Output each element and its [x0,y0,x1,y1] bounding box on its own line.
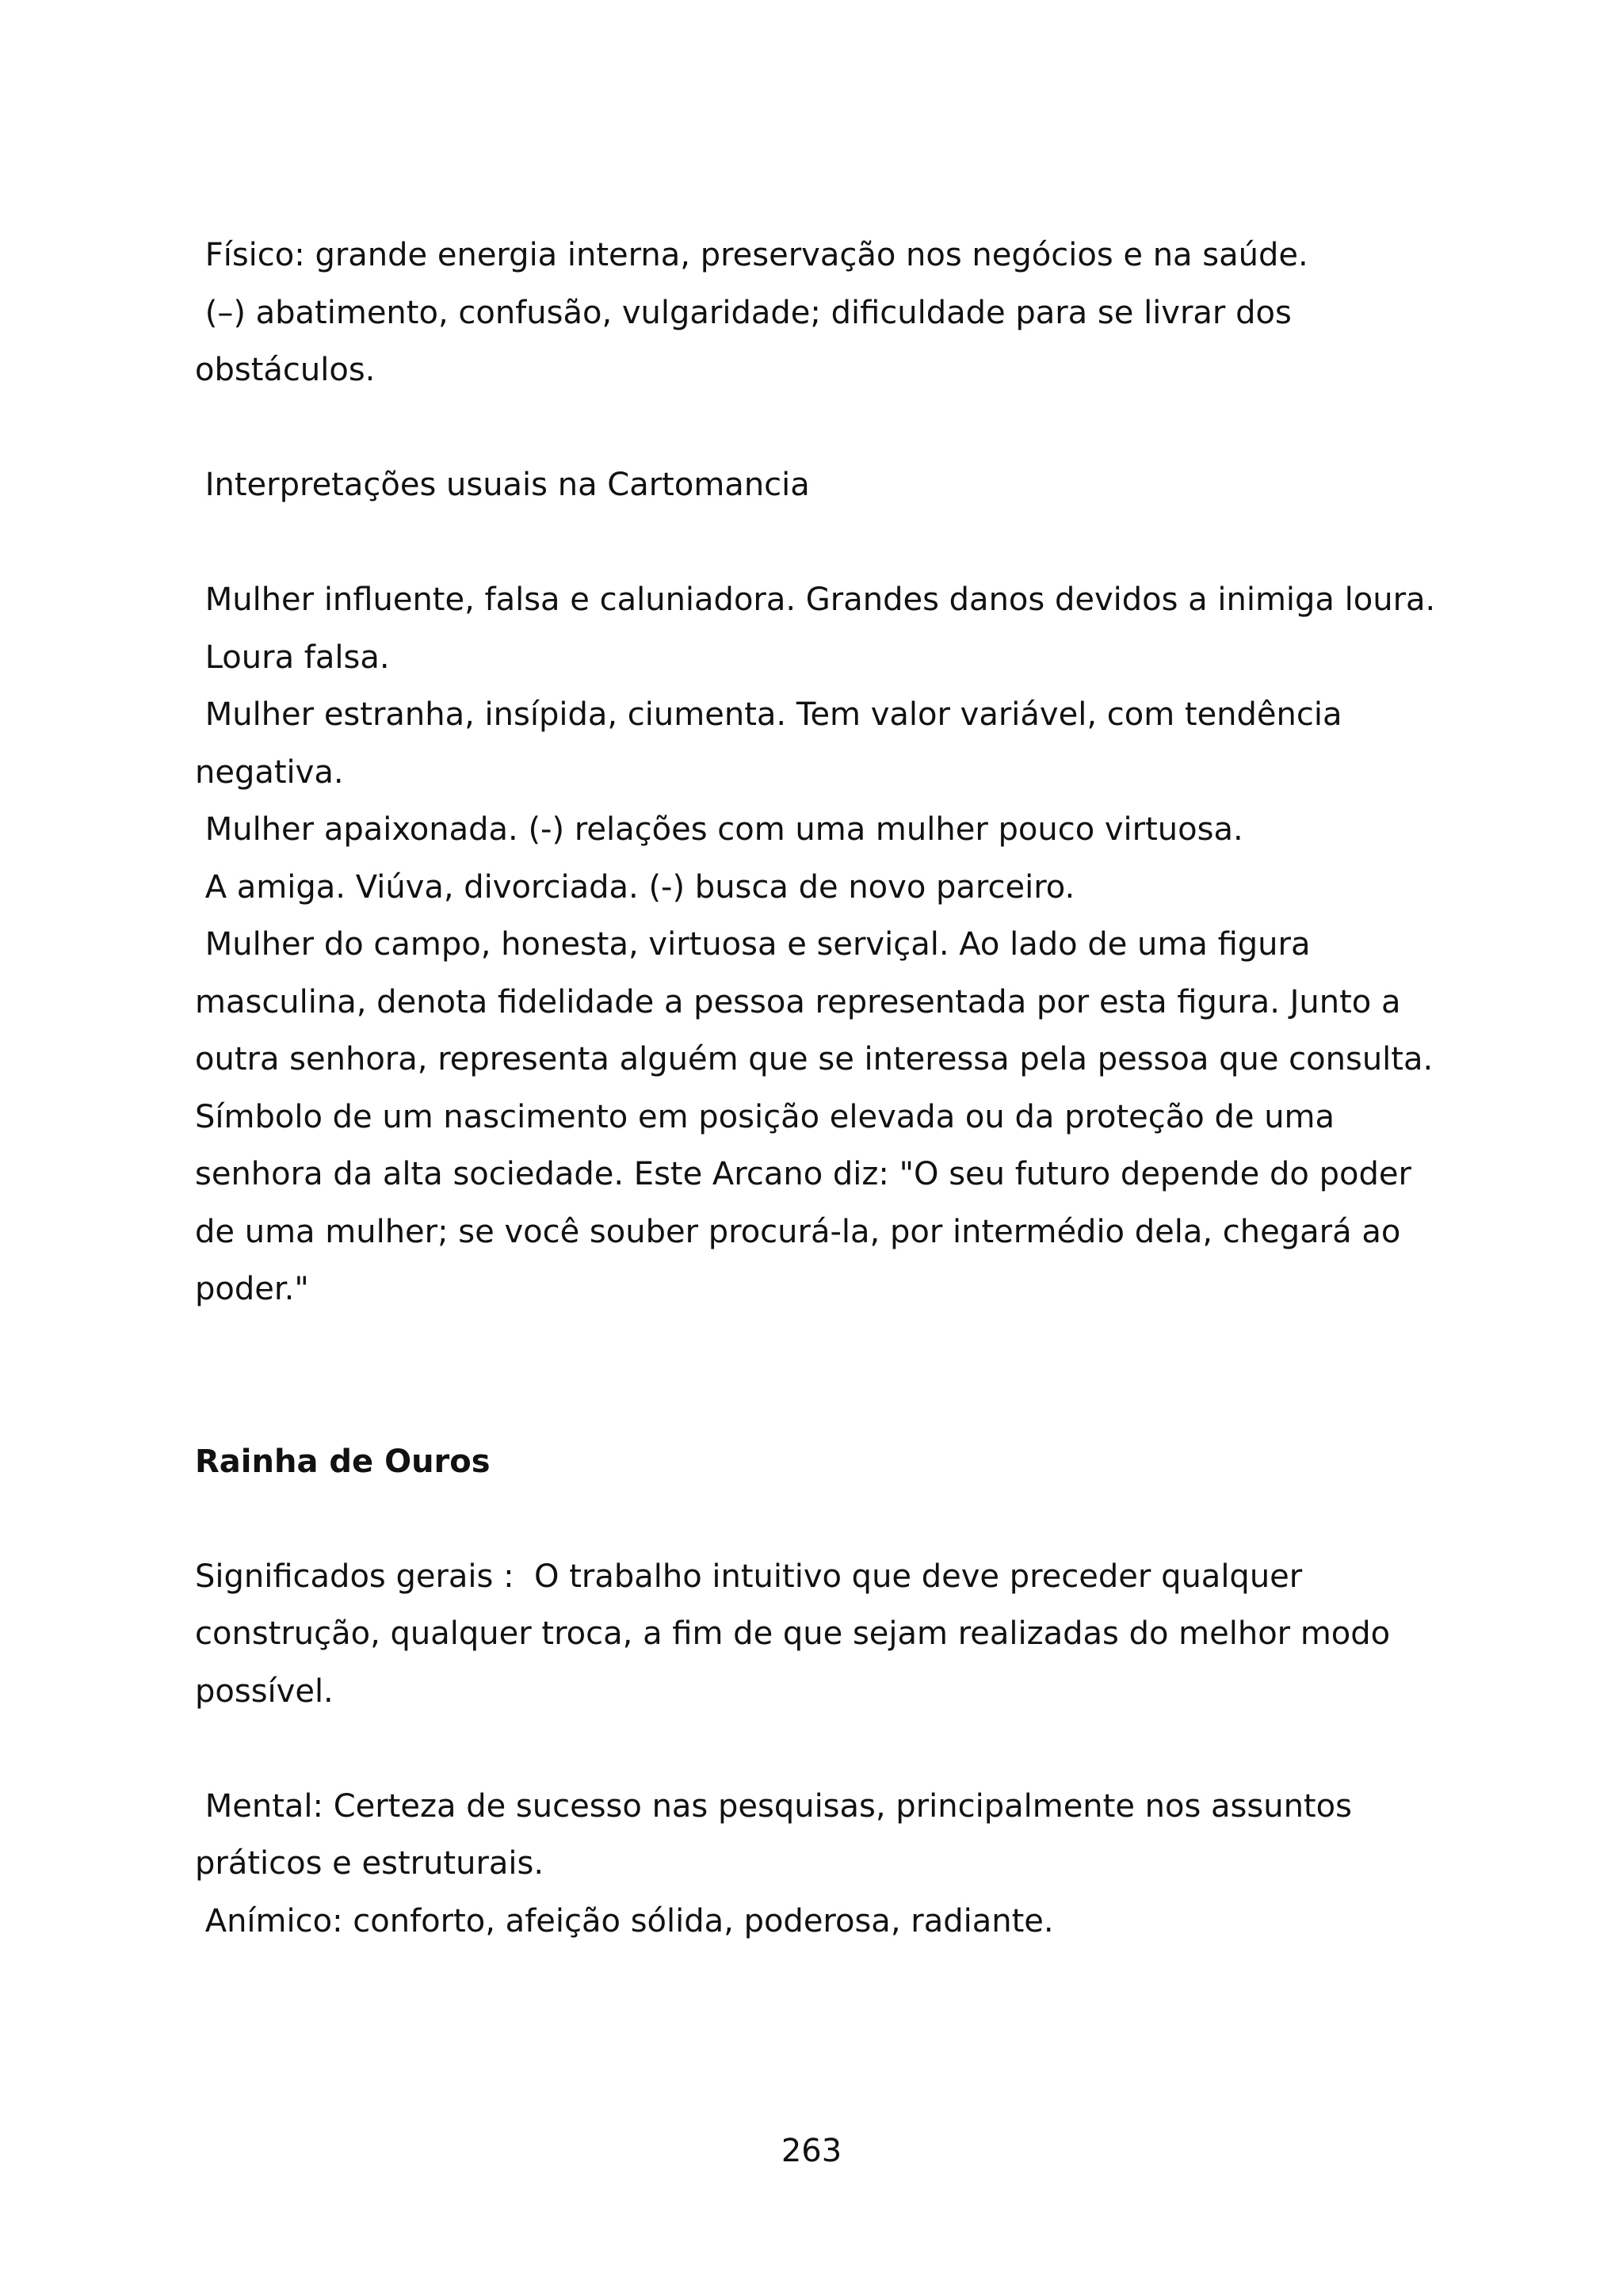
fisico-paragraph: Físico: grande energia interna, preservação nos negócios e na saúde. [195,237,1308,273]
interpretation-item: Mulher estranha, insípida, ciumenta. Tem valor variável, com tendência negativa. [195,696,1353,791]
animico-paragraph: Anímico: conforto, afeição sólida, poderosa, radiante. [195,1902,1054,1939]
interpretation-item: Mulher apaixonada. (-) relações com uma mulher pouco virtuosa. [195,811,1243,848]
page-number: 263 [781,2133,842,2169]
spacer [195,514,1447,572]
interpretation-item: Mulher influente, falsa e caluniadora. Grandes danos devidos a inimiga loura. [195,582,1436,618]
mental-paragraph: Mental: Certeza de sucesso nas pesquisas, principalmente nos assuntos práticos e estruturais. [195,1787,1362,1882]
page-body [195,227,1447,1950]
spacer [195,1318,1447,1433]
spacer [195,399,1447,457]
interpretation-item: Loura falsa. [195,639,390,676]
section-heading: Rainha de Ouros [195,1443,491,1480]
negative-paragraph: (–) abatimento, confusão, vulgaridade; dificuldade para se livrar dos obstáculos. [195,294,1302,388]
spacer [195,1720,1447,1778]
interpretacoes-title: Interpretações usuais na Cartomancia [195,467,810,503]
spacer [195,1490,1447,1548]
interpretation-item: Mulher do campo, honesta, virtuosa e serviçal. Ao lado de uma figura masculina, denota fidelidade a pessoa representada por esta figura. Junto a outra senhora, representa alguém que se interessa pela pessoa que consulta. Símbolo de um nascimento em posição elevada ou da proteção de uma senhora da alta sociedade. Este Arcano diz: "O seu futuro depende do poder de uma mulher; se você souber procurá-la, por intermédio dela, chegará ao poder." [195,926,1443,1307]
interpretation-item: A amiga. Viúva, divorciada. (-) busca de novo parceiro. [195,868,1075,906]
significados-paragraph: Significados gerais : O trabalho intuitivo que deve preceder qualquer construção, qualquer troca, a fim de que sejam realizadas do melhor modo possível. [195,1558,1400,1710]
